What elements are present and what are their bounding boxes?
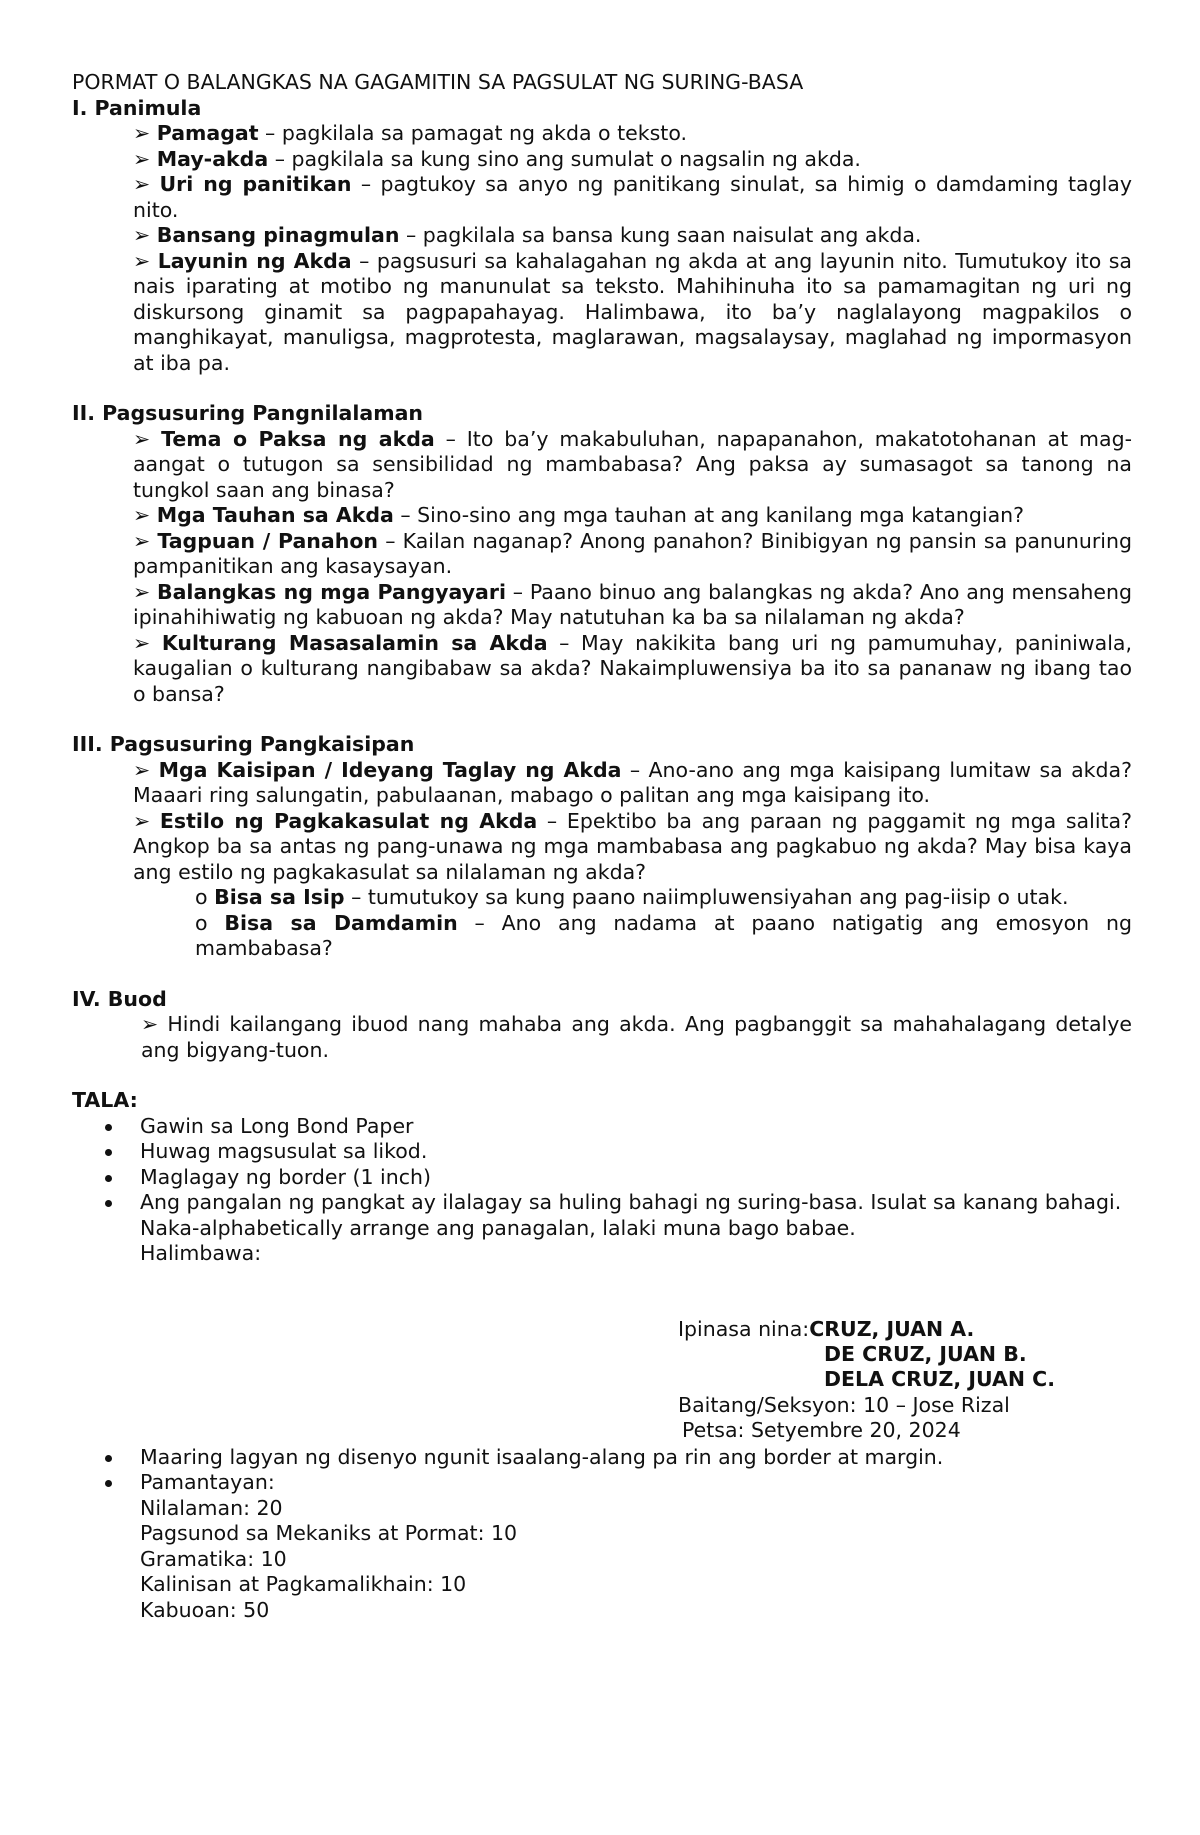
section-pangkaisipan <box>72 758 1132 962</box>
outline-item <box>133 427 1132 504</box>
item-text: – pagkilala sa bansa kung saan naisulat ang akda. <box>399 223 922 247</box>
member-name-row <box>824 1342 1027 1368</box>
sub-item-text: – Ano ang nadama at paano natigatig ang emosyon ng mambabasa? <box>195 910 1132 960</box>
item-term: Balangkas ng mga Pangyayari <box>156 579 507 604</box>
item-term: Kulturang Masasalamin sa Akda <box>161 630 548 655</box>
member-name: CRUZ, JUAN A. <box>809 1316 975 1341</box>
arrow-bullet-icon: ➢ <box>133 172 151 196</box>
note-item <box>72 1139 1132 1165</box>
outline-item <box>133 223 1132 249</box>
item-text: – Kailan naganap? Anong panahon? Binibigyan ng pansin sa panunuring pampanitikan ang kasaysayan. <box>133 528 1132 578</box>
item-text: – pagkilala sa pamagat ng akda o teksto. <box>258 121 688 145</box>
grade-section: Baitang/Seksyon: 10 – Jose Rizal <box>678 1392 1010 1417</box>
criteria-line: Kalinisan at Pagkamalikhain: 10 <box>140 1572 467 1596</box>
note-item <box>72 1114 1132 1140</box>
arrow-bullet-icon: ➢ <box>133 503 151 527</box>
submission-date: Petsa: Setyembre 20, 2024 <box>682 1417 961 1442</box>
sub-item <box>195 885 1132 911</box>
item-term: Mga Kaisipan / Ideyang Taglay ng Akda <box>158 757 622 782</box>
example-label: Halimbawa: <box>140 1241 262 1265</box>
item-term: Tema o Paksa ng akda <box>161 426 435 451</box>
arrow-bullet-icon: ➢ <box>133 579 151 604</box>
sub-item-term: Bisa sa Isip <box>214 885 345 909</box>
criteria-label: Pamantayan: <box>140 1470 275 1494</box>
item-term: Pamagat <box>156 121 259 145</box>
note-text: Maglagay ng border (1 inch) <box>140 1164 431 1189</box>
arrow-bullet-icon: ➢ <box>133 223 151 247</box>
member-name: DE CRUZ, JUAN B. <box>824 1341 1027 1366</box>
bullet-dot-icon <box>105 1480 112 1487</box>
bullet-dot-icon <box>105 1175 112 1182</box>
sub-item-term: Bisa sa Damdamin <box>224 910 458 935</box>
item-term: Layunin ng Akda <box>157 248 352 273</box>
outline-item <box>133 631 1132 708</box>
note-item <box>72 1470 1132 1623</box>
note-text: Ang pangalan ng pangkat ay ilalagay sa huling bahagi ng suring-basa. Isulat sa kanang bahagi. Naka-alphabetically arrange ang panagalan, lalaki muna bago babae. <box>140 1190 1122 1240</box>
section-panimula <box>72 121 1132 376</box>
outline-item <box>133 580 1132 631</box>
section-pangnilalaman <box>72 427 1132 708</box>
criteria-line: Pagsunod sa Mekaniks at Pormat: 10 <box>140 1521 518 1545</box>
notes-list-continued <box>72 1445 1132 1624</box>
note-text: Gawin sa Long Bond Paper <box>140 1113 414 1138</box>
criteria-line: Nilalaman: 20 <box>140 1495 283 1520</box>
submitted-by-line <box>678 1317 974 1343</box>
item-text: – Paano binuo ang balangkas ng akda? Ano ang mensaheng ipinahihiwatig ng kabuoan ng akda? May natutuhan ka ba sa nilalaman ng akda? <box>133 579 1132 629</box>
item-text: – Ito ba’y makabuluhan, napapanahon, makatotohanan at mag-aangat o tutugon sa sensibilidad ng mambabasa? Ang paksa ay sumasagot sa tanong na tungkol saan ang binasa? <box>133 426 1132 502</box>
criteria-list <box>140 1470 1132 1623</box>
arrow-bullet-icon: ➢ <box>133 248 151 273</box>
section-heading-pangnilalaman: II. Pagsusuring Pangnilalaman <box>72 401 424 425</box>
arrow-bullet-icon: ➢ <box>141 1012 159 1036</box>
member-name-row <box>824 1367 1055 1393</box>
item-text: – pagtukoy sa anyo ng panitikang sinulat, sa himig o damdaming taglay nito. <box>133 172 1132 222</box>
sub-item-text: – tumutukoy sa kung paano naiimpluwensiyahan ang pag-iisip o utak. <box>344 885 1069 909</box>
item-term: Mga Tauhan sa Akda <box>156 503 394 527</box>
bullet-dot-icon <box>105 1124 112 1131</box>
document-title: PORMAT O BALANGKAS NA GAGAMITIN SA PAGSULAT NG SURING-BASA <box>72 70 804 94</box>
sub-item <box>195 911 1132 962</box>
item-text: – Epektibo ba ang paraan ng paggamit ng mga salita? Angkop ba sa antas ng pang-unawa ng mga mambabasa ang pagkabuo ng akda? May bisa kaya ang estilo ng pagkakasulat sa nilalaman ng akda? <box>133 808 1132 884</box>
item-term: May-akda <box>156 146 269 171</box>
section-heading-buod: IV. Buod <box>72 986 167 1011</box>
outline-item <box>133 529 1132 580</box>
item-text: – pagkilala sa kung sino ang sumulat o nagsalin ng akda. <box>268 146 861 171</box>
document-page <box>72 70 1132 1623</box>
note-item <box>72 1190 1132 1267</box>
outline-item <box>133 809 1132 886</box>
member-name: DELA CRUZ, JUAN C. <box>824 1366 1055 1391</box>
item-text: – May nakikita bang uri ng pamumuhay, paniniwala, kaugalian o kulturang nangibabaw sa akda? Nakaimpluwensiya ba ito sa pananaw ng ibang tao o bansa? <box>133 630 1132 706</box>
circle-bullet-icon: o <box>195 910 208 935</box>
signature-block <box>72 1317 1132 1445</box>
arrow-bullet-icon: ➢ <box>133 528 151 553</box>
item-text: – Ano-ano ang mga kaisipang lumitaw sa akda? Maaari ring salungatin, pabulaanan, mabago o palitan ang mga kaisipang ito. <box>133 757 1132 807</box>
section-heading-panimula: I. Panimula <box>72 95 202 120</box>
item-term: Tagpuan / Panahon <box>157 528 379 553</box>
bullet-dot-icon <box>105 1149 112 1156</box>
item-text: Hindi kailangang ibuod nang mahaba ang akda. Ang pagbanggit sa mahahalagang detalye ang bigyang-tuon. <box>141 1012 1132 1062</box>
outline-item <box>133 172 1132 223</box>
item-term: Uri ng panitikan <box>159 172 352 196</box>
notes-list <box>72 1114 1132 1267</box>
outline-item <box>133 503 1132 529</box>
bullet-dot-icon <box>105 1455 112 1462</box>
submitted-by-label: Ipinasa nina: <box>678 1316 810 1341</box>
outline-item <box>133 121 1132 147</box>
outline-item <box>141 1012 1132 1063</box>
outline-item <box>133 249 1132 377</box>
note-text: Huwag magsusulat sa likod. <box>140 1139 428 1163</box>
outline-item <box>133 147 1132 173</box>
note-item <box>72 1165 1132 1191</box>
arrow-bullet-icon: ➢ <box>133 426 151 451</box>
arrow-bullet-icon: ➢ <box>133 808 151 833</box>
section-heading-pangkaisipan: III. Pagsusuring Pangkaisipan <box>72 732 415 756</box>
outline-item <box>133 758 1132 809</box>
item-term: Estilo ng Pagkakasulat ng Akda <box>159 808 538 833</box>
arrow-bullet-icon: ➢ <box>133 757 151 782</box>
notes-heading: TALA: <box>72 1088 138 1112</box>
note-text: Maaring lagyan ng disenyo ngunit isaalang-alang pa rin ang border at margin. <box>140 1444 944 1469</box>
item-text: – pagsusuri sa kahalagahan ng akda at ang layunin nito. Tumutukoy ito sa nais iparating at motibo ng manunulat sa teksto. Mahihinuha ito sa pamamagitan ng uri ng diskursong ginamit sa pagpapahayag. Halimbawa, ito ba’y naglalayong magpakilos o manghikayat, manuligsa, magprotesta, maglarawan, magsalaysay, maglahad ng impormasyon at iba pa. <box>133 248 1132 375</box>
item-text: – Sino-sino ang mga tauhan at ang kanilang mga katangian? <box>393 503 1025 527</box>
circle-bullet-icon: o <box>195 885 208 909</box>
item-term: Bansang pinagmulan <box>156 223 400 247</box>
criteria-total: Kabuoan: 50 <box>140 1597 270 1622</box>
criteria-line: Gramatika: 10 <box>140 1546 287 1571</box>
arrow-bullet-icon: ➢ <box>133 121 151 145</box>
bullet-dot-icon <box>105 1200 112 1207</box>
note-item <box>72 1445 1132 1471</box>
arrow-bullet-icon: ➢ <box>133 630 151 655</box>
arrow-bullet-icon: ➢ <box>133 146 151 171</box>
